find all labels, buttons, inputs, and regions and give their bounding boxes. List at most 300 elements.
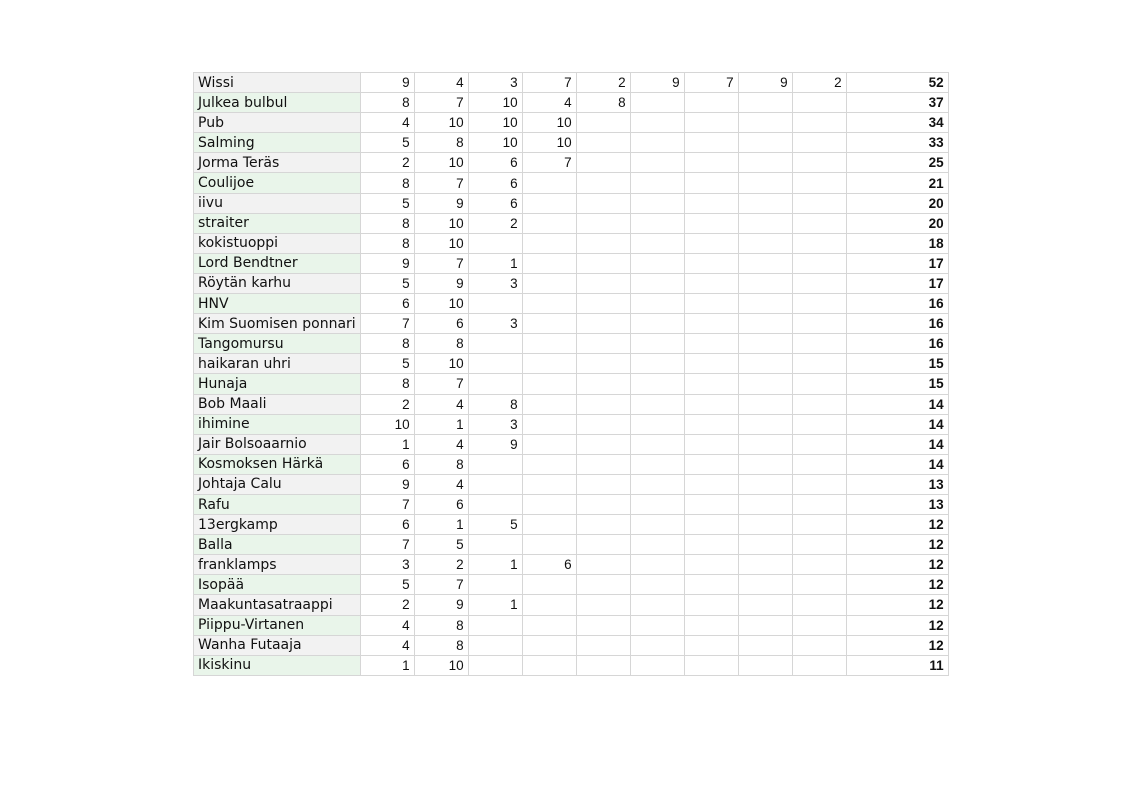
total-cell[interactable]: 13 <box>846 474 948 494</box>
score-cell[interactable] <box>468 494 522 514</box>
total-cell[interactable]: 16 <box>846 314 948 334</box>
score-cell[interactable] <box>630 474 684 494</box>
score-cell[interactable] <box>738 133 792 153</box>
score-cell[interactable]: 10 <box>468 113 522 133</box>
score-cell[interactable]: 8 <box>414 635 468 655</box>
score-cell[interactable] <box>576 615 630 635</box>
team-name-cell[interactable]: haikaran uhri <box>194 354 361 374</box>
score-cell[interactable] <box>630 233 684 253</box>
team-name-cell[interactable]: Wanha Futaaja <box>194 635 361 655</box>
score-cell[interactable] <box>738 193 792 213</box>
score-cell[interactable] <box>684 615 738 635</box>
score-cell[interactable] <box>792 374 846 394</box>
score-cell[interactable]: 4 <box>360 635 414 655</box>
score-cell[interactable] <box>684 153 738 173</box>
score-cell[interactable] <box>738 515 792 535</box>
score-cell[interactable]: 7 <box>414 253 468 273</box>
score-cell[interactable] <box>792 93 846 113</box>
score-cell[interactable] <box>630 354 684 374</box>
score-cell[interactable] <box>630 615 684 635</box>
score-cell[interactable]: 3 <box>468 273 522 293</box>
score-cell[interactable] <box>630 374 684 394</box>
team-name-cell[interactable]: Piippu-Virtanen <box>194 615 361 635</box>
score-cell[interactable] <box>684 354 738 374</box>
total-cell[interactable]: 34 <box>846 113 948 133</box>
score-cell[interactable] <box>522 655 576 675</box>
score-cell[interactable]: 7 <box>522 73 576 93</box>
score-cell[interactable] <box>738 93 792 113</box>
total-cell[interactable]: 13 <box>846 494 948 514</box>
score-cell[interactable]: 8 <box>414 133 468 153</box>
score-cell[interactable] <box>684 474 738 494</box>
team-name-cell[interactable]: Pub <box>194 113 361 133</box>
score-cell[interactable] <box>522 294 576 314</box>
score-cell[interactable]: 6 <box>468 193 522 213</box>
total-cell[interactable]: 12 <box>846 515 948 535</box>
team-name-cell[interactable]: 13ergkamp <box>194 515 361 535</box>
score-cell[interactable] <box>630 655 684 675</box>
score-cell[interactable]: 8 <box>360 374 414 394</box>
score-cell[interactable] <box>468 233 522 253</box>
score-cell[interactable] <box>522 535 576 555</box>
score-cell[interactable]: 8 <box>360 334 414 354</box>
score-cell[interactable]: 2 <box>792 73 846 93</box>
score-cell[interactable] <box>792 434 846 454</box>
score-cell[interactable]: 8 <box>414 615 468 635</box>
score-cell[interactable] <box>792 595 846 615</box>
score-cell[interactable] <box>630 213 684 233</box>
score-cell[interactable] <box>684 374 738 394</box>
score-cell[interactable]: 9 <box>414 595 468 615</box>
score-cell[interactable] <box>630 294 684 314</box>
total-cell[interactable]: 20 <box>846 193 948 213</box>
score-cell[interactable] <box>522 454 576 474</box>
team-name-cell[interactable]: Isopää <box>194 575 361 595</box>
score-cell[interactable] <box>630 434 684 454</box>
score-cell[interactable]: 10 <box>414 213 468 233</box>
score-cell[interactable] <box>522 273 576 293</box>
score-cell[interactable]: 9 <box>360 73 414 93</box>
score-cell[interactable]: 2 <box>414 555 468 575</box>
score-cell[interactable]: 6 <box>414 314 468 334</box>
score-cell[interactable] <box>684 213 738 233</box>
score-cell[interactable]: 4 <box>360 113 414 133</box>
score-cell[interactable]: 3 <box>468 414 522 434</box>
score-cell[interactable]: 7 <box>360 535 414 555</box>
score-cell[interactable] <box>738 253 792 273</box>
score-cell[interactable] <box>792 615 846 635</box>
score-cell[interactable] <box>576 113 630 133</box>
total-cell[interactable]: 25 <box>846 153 948 173</box>
score-cell[interactable] <box>522 354 576 374</box>
score-cell[interactable]: 1 <box>360 655 414 675</box>
score-cell[interactable]: 6 <box>360 294 414 314</box>
score-cell[interactable]: 7 <box>414 575 468 595</box>
score-cell[interactable]: 7 <box>414 374 468 394</box>
score-cell[interactable] <box>738 414 792 434</box>
score-cell[interactable] <box>684 655 738 675</box>
score-cell[interactable]: 4 <box>522 93 576 113</box>
team-name-cell[interactable]: Kosmoksen Härkä <box>194 454 361 474</box>
total-cell[interactable]: 14 <box>846 394 948 414</box>
score-cell[interactable]: 5 <box>360 354 414 374</box>
score-cell[interactable] <box>522 595 576 615</box>
score-cell[interactable] <box>738 555 792 575</box>
score-cell[interactable] <box>684 515 738 535</box>
score-cell[interactable]: 8 <box>360 213 414 233</box>
score-cell[interactable] <box>630 515 684 535</box>
score-cell[interactable] <box>630 173 684 193</box>
team-name-cell[interactable]: Maakuntasatraappi <box>194 595 361 615</box>
team-name-cell[interactable]: Rafu <box>194 494 361 514</box>
score-cell[interactable] <box>738 334 792 354</box>
score-cell[interactable]: 10 <box>414 113 468 133</box>
score-cell[interactable] <box>630 535 684 555</box>
score-cell[interactable] <box>684 173 738 193</box>
score-cell[interactable]: 5 <box>360 273 414 293</box>
score-cell[interactable] <box>630 635 684 655</box>
score-cell[interactable] <box>522 575 576 595</box>
score-cell[interactable] <box>738 535 792 555</box>
score-cell[interactable]: 6 <box>360 515 414 535</box>
score-cell[interactable] <box>522 434 576 454</box>
score-cell[interactable] <box>630 595 684 615</box>
team-name-cell[interactable]: Ikiskinu <box>194 655 361 675</box>
team-name-cell[interactable]: Balla <box>194 535 361 555</box>
score-cell[interactable]: 2 <box>468 213 522 233</box>
score-cell[interactable] <box>576 233 630 253</box>
score-cell[interactable] <box>468 635 522 655</box>
score-cell[interactable] <box>468 374 522 394</box>
score-cell[interactable] <box>738 474 792 494</box>
score-cell[interactable] <box>576 133 630 153</box>
team-name-cell[interactable]: Kim Suomisen ponnari <box>194 314 361 334</box>
score-cell[interactable]: 10 <box>360 414 414 434</box>
score-cell[interactable] <box>468 454 522 474</box>
score-cell[interactable] <box>630 394 684 414</box>
score-cell[interactable] <box>738 635 792 655</box>
team-name-cell[interactable]: Salming <box>194 133 361 153</box>
score-cell[interactable]: 2 <box>360 595 414 615</box>
score-cell[interactable] <box>522 635 576 655</box>
score-cell[interactable] <box>792 555 846 575</box>
score-cell[interactable]: 1 <box>414 414 468 434</box>
score-cell[interactable] <box>738 233 792 253</box>
score-cell[interactable] <box>576 354 630 374</box>
score-cell[interactable] <box>792 535 846 555</box>
score-cell[interactable]: 7 <box>414 173 468 193</box>
score-cell[interactable]: 6 <box>522 555 576 575</box>
score-cell[interactable] <box>630 555 684 575</box>
score-cell[interactable] <box>522 515 576 535</box>
score-cell[interactable] <box>792 635 846 655</box>
score-cell[interactable] <box>630 575 684 595</box>
score-cell[interactable] <box>522 173 576 193</box>
score-cell[interactable] <box>630 334 684 354</box>
score-cell[interactable] <box>684 93 738 113</box>
team-name-cell[interactable]: franklamps <box>194 555 361 575</box>
score-cell[interactable]: 7 <box>414 93 468 113</box>
team-name-cell[interactable]: Johtaja Calu <box>194 474 361 494</box>
score-cell[interactable]: 2 <box>576 73 630 93</box>
score-cell[interactable] <box>630 314 684 334</box>
score-cell[interactable] <box>684 414 738 434</box>
score-cell[interactable] <box>630 253 684 273</box>
score-cell[interactable] <box>738 615 792 635</box>
score-cell[interactable] <box>576 173 630 193</box>
score-cell[interactable] <box>522 233 576 253</box>
score-cell[interactable]: 3 <box>468 314 522 334</box>
score-cell[interactable] <box>630 414 684 434</box>
score-cell[interactable]: 1 <box>468 253 522 273</box>
score-cell[interactable] <box>684 575 738 595</box>
score-cell[interactable] <box>684 595 738 615</box>
total-cell[interactable]: 33 <box>846 133 948 153</box>
score-cell[interactable]: 5 <box>360 193 414 213</box>
score-cell[interactable]: 8 <box>360 233 414 253</box>
score-cell[interactable] <box>468 575 522 595</box>
score-cell[interactable] <box>576 454 630 474</box>
score-cell[interactable]: 1 <box>414 515 468 535</box>
score-cell[interactable] <box>792 173 846 193</box>
score-cell[interactable] <box>630 454 684 474</box>
score-cell[interactable]: 10 <box>522 113 576 133</box>
score-cell[interactable]: 4 <box>414 434 468 454</box>
score-cell[interactable] <box>576 575 630 595</box>
score-cell[interactable] <box>576 635 630 655</box>
score-cell[interactable]: 9 <box>414 273 468 293</box>
score-cell[interactable] <box>522 253 576 273</box>
score-cell[interactable] <box>684 635 738 655</box>
score-cell[interactable] <box>738 494 792 514</box>
score-cell[interactable]: 5 <box>360 575 414 595</box>
total-cell[interactable]: 37 <box>846 93 948 113</box>
score-cell[interactable] <box>522 474 576 494</box>
score-cell[interactable] <box>630 113 684 133</box>
score-cell[interactable] <box>792 354 846 374</box>
score-cell[interactable] <box>576 515 630 535</box>
score-cell[interactable]: 1 <box>360 434 414 454</box>
score-cell[interactable]: 7 <box>684 73 738 93</box>
score-cell[interactable]: 4 <box>414 73 468 93</box>
team-name-cell[interactable]: Coulijoe <box>194 173 361 193</box>
score-cell[interactable] <box>684 394 738 414</box>
score-cell[interactable] <box>738 173 792 193</box>
score-cell[interactable] <box>630 93 684 113</box>
score-cell[interactable] <box>522 394 576 414</box>
score-cell[interactable] <box>576 655 630 675</box>
team-name-cell[interactable]: Röytän karhu <box>194 273 361 293</box>
total-cell[interactable]: 17 <box>846 253 948 273</box>
score-cell[interactable] <box>792 334 846 354</box>
score-cell[interactable] <box>738 655 792 675</box>
score-cell[interactable] <box>684 193 738 213</box>
score-cell[interactable] <box>576 193 630 213</box>
score-cell[interactable]: 6 <box>414 494 468 514</box>
score-cell[interactable] <box>468 474 522 494</box>
score-cell[interactable] <box>576 374 630 394</box>
score-cell[interactable]: 10 <box>522 133 576 153</box>
score-cell[interactable]: 10 <box>414 655 468 675</box>
score-cell[interactable] <box>684 434 738 454</box>
score-cell[interactable]: 8 <box>414 454 468 474</box>
total-cell[interactable]: 20 <box>846 213 948 233</box>
score-cell[interactable] <box>684 334 738 354</box>
score-cell[interactable] <box>684 454 738 474</box>
total-cell[interactable]: 21 <box>846 173 948 193</box>
score-cell[interactable] <box>792 253 846 273</box>
score-cell[interactable] <box>684 133 738 153</box>
team-name-cell[interactable]: Julkea bulbul <box>194 93 361 113</box>
score-cell[interactable] <box>792 113 846 133</box>
score-cell[interactable] <box>576 414 630 434</box>
score-cell[interactable]: 4 <box>414 394 468 414</box>
score-cell[interactable] <box>630 494 684 514</box>
score-cell[interactable] <box>576 253 630 273</box>
score-cell[interactable]: 7 <box>360 314 414 334</box>
total-cell[interactable]: 14 <box>846 454 948 474</box>
score-cell[interactable]: 8 <box>414 334 468 354</box>
score-cell[interactable] <box>576 294 630 314</box>
total-cell[interactable]: 12 <box>846 615 948 635</box>
total-cell[interactable]: 11 <box>846 655 948 675</box>
score-cell[interactable]: 8 <box>468 394 522 414</box>
score-cell[interactable] <box>576 273 630 293</box>
score-cell[interactable]: 6 <box>360 454 414 474</box>
score-cell[interactable] <box>522 414 576 434</box>
total-cell[interactable]: 15 <box>846 374 948 394</box>
total-cell[interactable]: 12 <box>846 555 948 575</box>
score-cell[interactable] <box>576 595 630 615</box>
score-cell[interactable] <box>576 474 630 494</box>
score-cell[interactable]: 3 <box>360 555 414 575</box>
score-cell[interactable]: 3 <box>468 73 522 93</box>
score-cell[interactable] <box>522 334 576 354</box>
score-cell[interactable] <box>738 314 792 334</box>
score-cell[interactable] <box>630 193 684 213</box>
total-cell[interactable]: 14 <box>846 434 948 454</box>
score-cell[interactable] <box>522 193 576 213</box>
score-cell[interactable]: 10 <box>414 354 468 374</box>
score-cell[interactable]: 9 <box>468 434 522 454</box>
score-cell[interactable] <box>792 655 846 675</box>
score-cell[interactable]: 10 <box>468 93 522 113</box>
score-cell[interactable] <box>684 294 738 314</box>
score-cell[interactable] <box>684 555 738 575</box>
score-cell[interactable] <box>738 434 792 454</box>
score-cell[interactable]: 7 <box>360 494 414 514</box>
team-name-cell[interactable]: Jair Bolsoaarnio <box>194 434 361 454</box>
score-cell[interactable] <box>576 153 630 173</box>
score-cell[interactable] <box>792 213 846 233</box>
score-cell[interactable] <box>576 434 630 454</box>
score-cell[interactable] <box>738 113 792 133</box>
team-name-cell[interactable]: straiter <box>194 213 361 233</box>
score-cell[interactable] <box>792 294 846 314</box>
score-cell[interactable] <box>522 314 576 334</box>
total-cell[interactable]: 14 <box>846 414 948 434</box>
score-cell[interactable]: 10 <box>414 153 468 173</box>
score-cell[interactable] <box>468 354 522 374</box>
score-cell[interactable] <box>738 153 792 173</box>
score-cell[interactable] <box>468 535 522 555</box>
score-cell[interactable]: 6 <box>468 153 522 173</box>
score-cell[interactable]: 1 <box>468 595 522 615</box>
score-cell[interactable]: 9 <box>414 193 468 213</box>
score-cell[interactable] <box>792 273 846 293</box>
total-cell[interactable]: 12 <box>846 575 948 595</box>
team-name-cell[interactable]: Hunaja <box>194 374 361 394</box>
total-cell[interactable]: 18 <box>846 233 948 253</box>
score-cell[interactable] <box>576 555 630 575</box>
score-cell[interactable] <box>738 394 792 414</box>
score-cell[interactable]: 6 <box>468 173 522 193</box>
score-cell[interactable] <box>792 454 846 474</box>
score-cell[interactable]: 9 <box>360 253 414 273</box>
score-cell[interactable] <box>738 595 792 615</box>
score-cell[interactable]: 4 <box>360 615 414 635</box>
score-cell[interactable]: 1 <box>468 555 522 575</box>
score-cell[interactable] <box>792 153 846 173</box>
score-cell[interactable] <box>792 314 846 334</box>
score-cell[interactable] <box>792 414 846 434</box>
team-name-cell[interactable]: HNV <box>194 294 361 314</box>
score-cell[interactable] <box>738 454 792 474</box>
score-cell[interactable] <box>522 213 576 233</box>
score-cell[interactable]: 5 <box>468 515 522 535</box>
score-cell[interactable] <box>576 213 630 233</box>
team-name-cell[interactable]: Wissi <box>194 73 361 93</box>
score-cell[interactable] <box>738 273 792 293</box>
score-cell[interactable] <box>576 394 630 414</box>
team-name-cell[interactable]: Bob Maali <box>194 394 361 414</box>
score-cell[interactable] <box>576 334 630 354</box>
score-cell[interactable] <box>684 113 738 133</box>
score-cell[interactable] <box>684 535 738 555</box>
total-cell[interactable]: 16 <box>846 334 948 354</box>
score-cell[interactable]: 9 <box>630 73 684 93</box>
score-cell[interactable]: 4 <box>414 474 468 494</box>
score-cell[interactable] <box>792 494 846 514</box>
score-cell[interactable] <box>522 374 576 394</box>
score-cell[interactable] <box>522 494 576 514</box>
score-cell[interactable] <box>630 273 684 293</box>
score-cell[interactable] <box>684 314 738 334</box>
score-cell[interactable] <box>684 494 738 514</box>
score-cell[interactable] <box>576 314 630 334</box>
score-cell[interactable] <box>684 233 738 253</box>
score-cell[interactable] <box>468 655 522 675</box>
score-cell[interactable] <box>792 474 846 494</box>
total-cell[interactable]: 12 <box>846 635 948 655</box>
total-cell[interactable]: 12 <box>846 595 948 615</box>
score-cell[interactable]: 2 <box>360 153 414 173</box>
score-cell[interactable]: 9 <box>360 474 414 494</box>
score-cell[interactable] <box>522 615 576 635</box>
score-cell[interactable] <box>792 575 846 595</box>
score-cell[interactable] <box>576 535 630 555</box>
score-cell[interactable] <box>684 253 738 273</box>
score-cell[interactable] <box>792 515 846 535</box>
score-cell[interactable] <box>630 133 684 153</box>
score-cell[interactable]: 10 <box>414 294 468 314</box>
score-cell[interactable] <box>792 133 846 153</box>
team-name-cell[interactable]: Lord Bendtner <box>194 253 361 273</box>
score-cell[interactable]: 8 <box>360 173 414 193</box>
score-cell[interactable] <box>792 394 846 414</box>
score-cell[interactable] <box>738 294 792 314</box>
team-name-cell[interactable]: iivu <box>194 193 361 213</box>
